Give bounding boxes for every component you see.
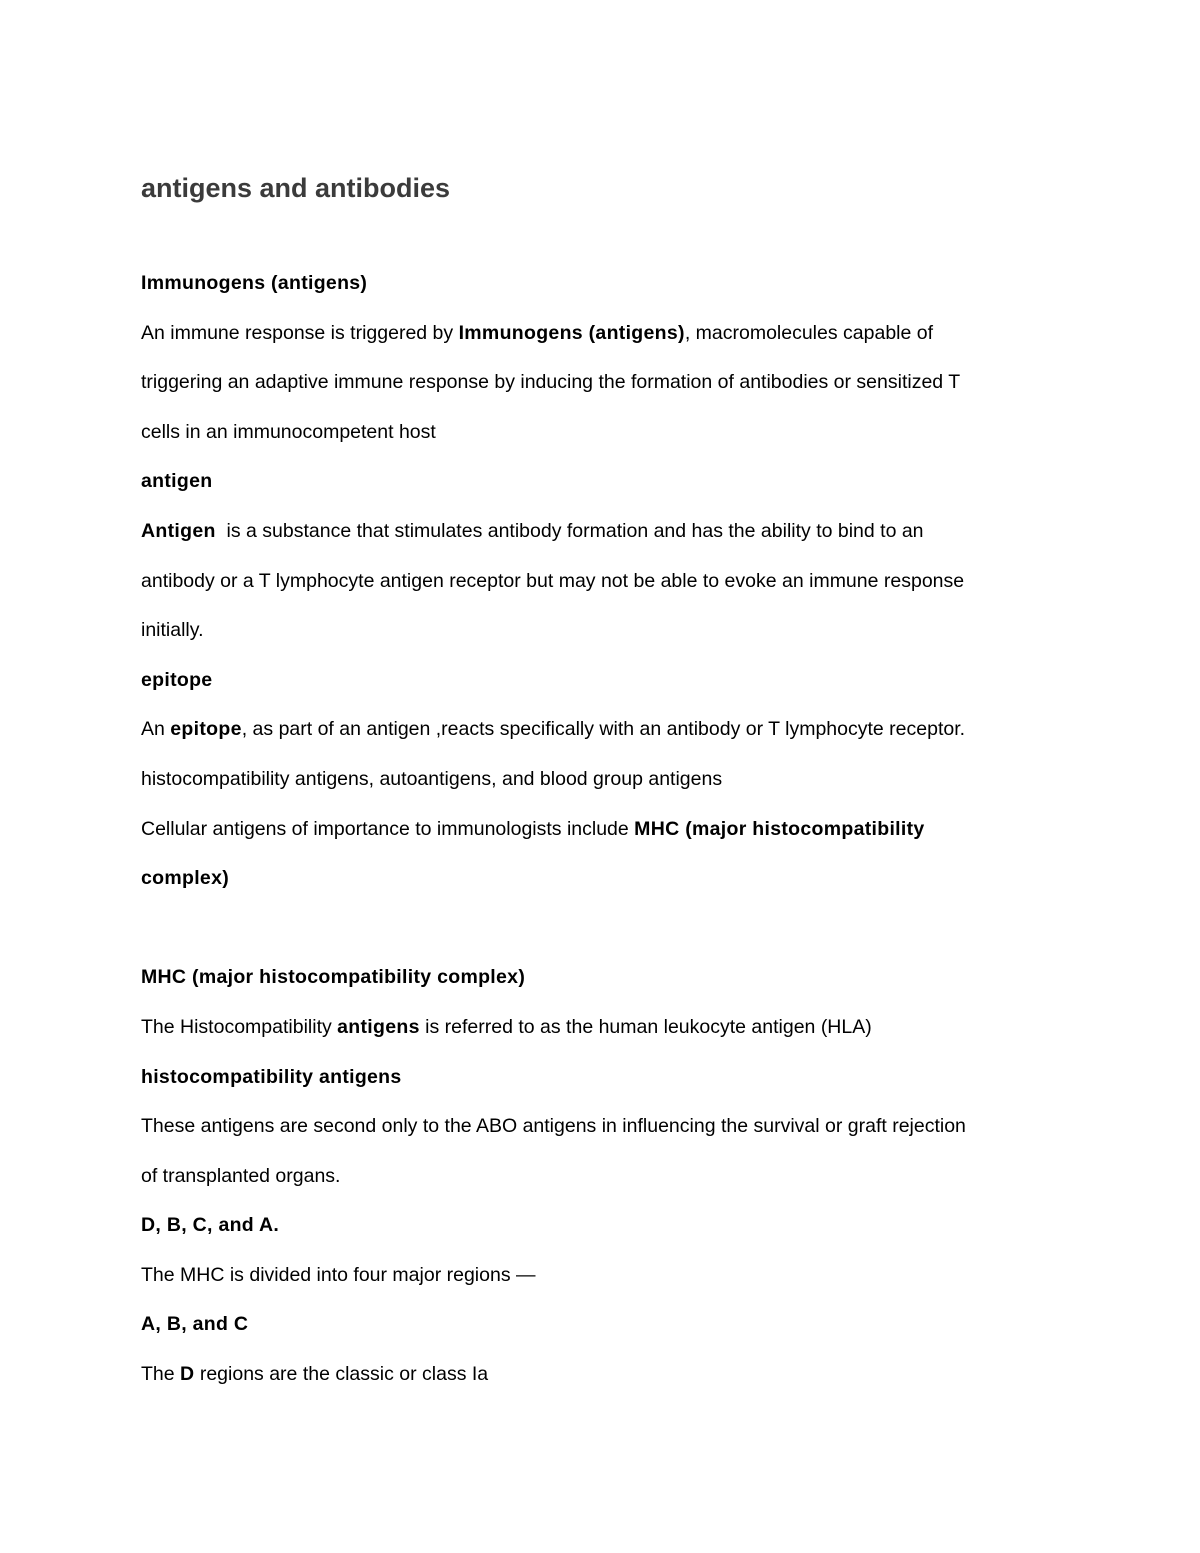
epitope-paragraph-line-2: histocompatibility antigens, autoantigens, and blood group antigens xyxy=(141,767,723,790)
histocompatibility-paragraph-line-1: These antigens are second only to the ABO antigens in influencing the survival or graft rejection xyxy=(141,1115,966,1138)
mhc-heading: MHC (major histocompatibility complex) xyxy=(141,966,526,989)
bold-term-antigens: antigens xyxy=(337,1015,420,1038)
text-run: , macromolecules capable of xyxy=(684,321,934,344)
document-title: antigens and antibodies xyxy=(141,173,451,203)
histocompatibility-antigens-heading: histocompatibility antigens xyxy=(141,1065,402,1088)
mhc-paragraph xyxy=(141,1003,1071,1053)
text-run: An xyxy=(141,718,171,741)
epitope-paragraph-line-1 xyxy=(141,705,1071,755)
abc-heading: A, B, and C xyxy=(141,1313,249,1336)
histocompatibility-paragraph-line-2: of transplanted organs. xyxy=(141,1164,341,1187)
epitope-paragraph-line-4: complex) xyxy=(141,867,230,890)
bold-term-mhc: MHC (major histocompatibility xyxy=(634,817,925,840)
antigen-paragraph-line-3: initially. xyxy=(141,619,204,642)
spacer xyxy=(141,208,1071,259)
antigen-heading: antigen xyxy=(141,470,213,493)
d-regions-paragraph xyxy=(141,1350,1071,1400)
antigen-paragraph-line-1 xyxy=(141,507,1071,557)
document-body xyxy=(141,168,1071,1400)
immunogens-paragraph-line-2: triggering an adaptive immune response by inducing the formation of antibodies or sensitized T xyxy=(141,371,961,394)
epitope-paragraph-line-3 xyxy=(141,805,1071,855)
immunogens-heading: Immunogens (antigens) xyxy=(141,272,368,294)
text-run: An immune response is triggered by xyxy=(141,321,459,344)
immunogens-paragraph-line-3: cells in an immunocompetent host xyxy=(141,420,436,443)
text-run: The Histocompatibility xyxy=(141,1015,338,1038)
bold-term-immunogens: Immunogens (antigens) xyxy=(458,321,685,344)
text-run: , as part of an antigen ,reacts specifically with an antibody or T lymphocyte receptor. xyxy=(241,718,966,741)
regions-paragraph: The MHC is divided into four major regions — xyxy=(141,1263,536,1286)
epitope-heading: epitope xyxy=(141,668,213,691)
bold-term-epitope: epitope xyxy=(170,718,242,741)
regions-heading: D, B, C, and A. xyxy=(141,1214,280,1237)
immunogens-paragraph-line-1 xyxy=(141,309,1071,359)
text-run: Cellular antigens of importance to immunologists include xyxy=(141,817,635,840)
text-run: regions are the classic or class Ia xyxy=(194,1363,489,1386)
text-run: is a substance that stimulates antibody formation and has the ability to bind to an xyxy=(215,519,924,542)
antigen-paragraph-line-2: antibody or a T lymphocyte antigen receptor but may not be able to evoke an immune response xyxy=(141,569,965,592)
blank-line xyxy=(141,904,1071,954)
text-run: is referred to as the human leukocyte antigen (HLA) xyxy=(419,1015,872,1038)
bold-term-d: D xyxy=(180,1363,195,1386)
bold-term-antigen: Antigen xyxy=(141,519,216,542)
text-run: The xyxy=(141,1363,181,1386)
